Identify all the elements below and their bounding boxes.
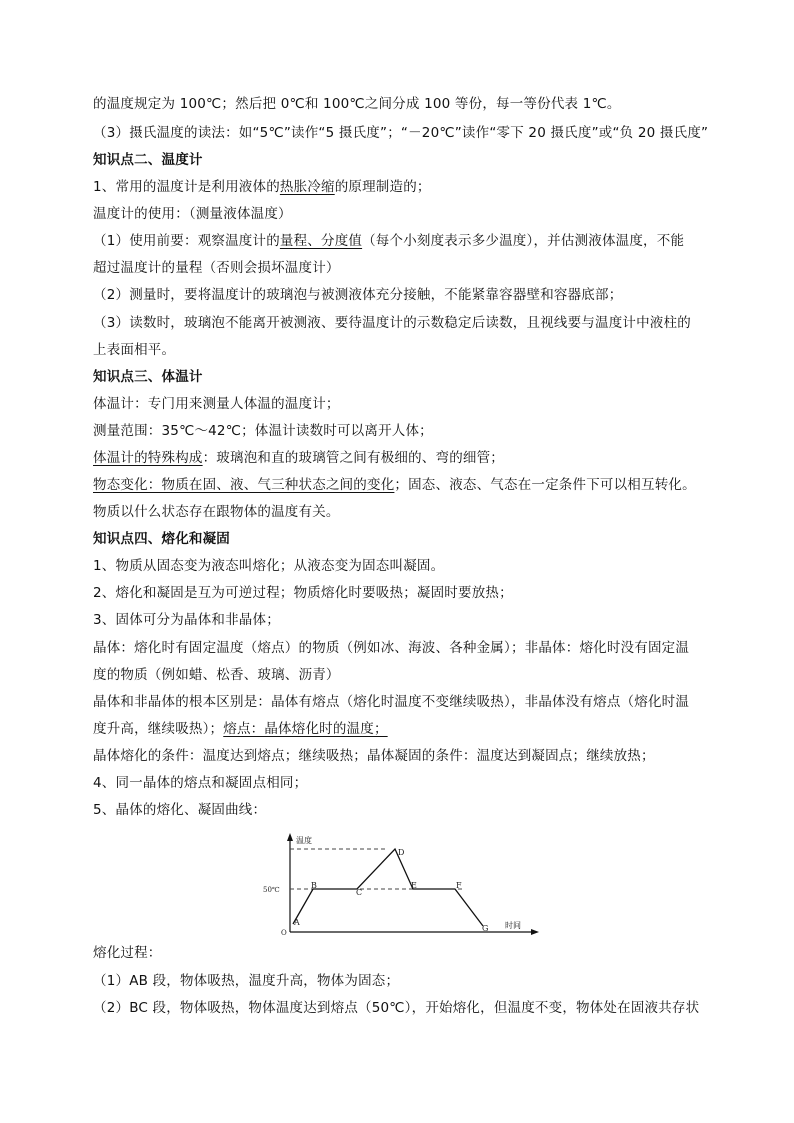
text-line: 超过温度计的量程（否则会损坏温度计） — [93, 260, 340, 276]
text-line: 晶体：熔化时有固定温度（熔点）的物质（例如冰、海波、各种金属）；非晶体：熔化时没有固定温 — [93, 640, 690, 656]
text-line: 的温度规定为 100℃；然后把 0℃和 100℃之间分成 100 等份，每一等份代表 1℃。 — [93, 96, 621, 112]
text-line: （2）测量时，要将温度计的玻璃泡与被测液体充分接触，不能紧靠容器壁和容器底部； — [93, 287, 623, 303]
melting-curve-graph — [263, 830, 545, 937]
text-line: 物质以什么状态存在跟物体的温度有关。 — [93, 504, 340, 520]
melting-point-tick-label: 50℃ — [263, 886, 280, 894]
section-heading: 知识点二、温度计 — [93, 152, 203, 168]
text-line: 上表面相平。 — [93, 342, 176, 358]
text-line: 体温计的特殊构成：玻璃泡和直的玻璃管之间有极细的、弯的细管； — [93, 450, 505, 466]
text-line: （1）使用前要：观察温度计的量程、分度值（每个小刻度表示多少温度），并估测液体温度，不能 — [93, 233, 685, 249]
text-line: （3）读数时，玻璃泡不能离开被测液、要待温度计的示数稳定后读数，且视线要与温度计中液柱的 — [93, 315, 691, 331]
text-line: 物态变化：物质在固、液、气三种状态之间的变化；固态、液态、气态在一定条件下可以相互转化。 — [93, 477, 696, 493]
text-line: 3、固体可分为晶体和非晶体； — [93, 612, 280, 628]
text-line: 2、熔化和凝固是互为可逆过程；物质熔化时要吸热；凝固时要放热； — [93, 585, 513, 601]
y-axis-arrow — [287, 833, 293, 841]
text-line: 晶体熔化的条件：温度达到熔点；继续吸热；晶体凝固的条件：温度达到凝固点；继续放热； — [93, 748, 655, 764]
point-label-a: A — [294, 918, 300, 927]
text-line: 温度计的使用：（测量液体温度） — [93, 206, 292, 222]
point-label-f: F — [456, 881, 462, 890]
x-axis-label: 时间 — [505, 921, 521, 930]
x-axis-arrow — [531, 929, 539, 935]
text-line: 4、同一晶体的熔点和凝固点相同； — [93, 775, 308, 791]
text-line: 体温计：专门用来测量人体温的温度计； — [93, 396, 340, 412]
text-line: 晶体和非晶体的根本区别是：晶体有熔点（熔化时温度不变继续吸热），非晶体没有熔点（熔化时温 — [93, 694, 690, 710]
point-label-e: E — [411, 881, 417, 890]
point-label-c: C — [356, 888, 363, 897]
point-label-d: D — [398, 848, 405, 857]
text-line: 1、物质从固态变为液态叫熔化；从液态变为固态叫凝固。 — [93, 558, 445, 574]
y-axis-label: 温度 — [296, 836, 312, 845]
text-line: 熔化过程： — [93, 945, 162, 961]
origin-label: O — [281, 929, 287, 937]
text-line: 5、晶体的熔化、凝固曲线： — [93, 802, 267, 818]
point-label-g: G — [482, 924, 489, 933]
section-heading: 知识点四、熔化和凝固 — [93, 531, 230, 547]
text-line: 度升高，继续吸热）；熔点：晶体熔化时的温度； — [93, 721, 388, 737]
curve-line — [293, 849, 483, 926]
text-line: （2）BC 段，物体吸热，物体温度达到熔点（50℃），开始熔化，但温度不变，物体处在固液共存状 — [93, 1000, 700, 1016]
text-line: 测量范围：35℃～42℃；体温计读数时可以离开人体； — [93, 423, 433, 439]
text-line: （1）AB 段，物体吸热，温度升高，物体为固态； — [93, 973, 400, 989]
point-label-b: B — [311, 881, 317, 890]
text-line: 1、常用的温度计是利用液体的热胀冷缩的原理制造的； — [93, 179, 431, 195]
text-line: （3）摄氏温度的读法：如“5℃”读作“5 摄氏度”；“－20℃”读作“零下 20 摄氏度”或“负 20 摄氏度” — [93, 125, 709, 141]
text-line: 度的物质（例如蜡、松香、玻璃、沥青） — [93, 667, 340, 683]
section-heading: 知识点三、体温计 — [93, 369, 203, 385]
